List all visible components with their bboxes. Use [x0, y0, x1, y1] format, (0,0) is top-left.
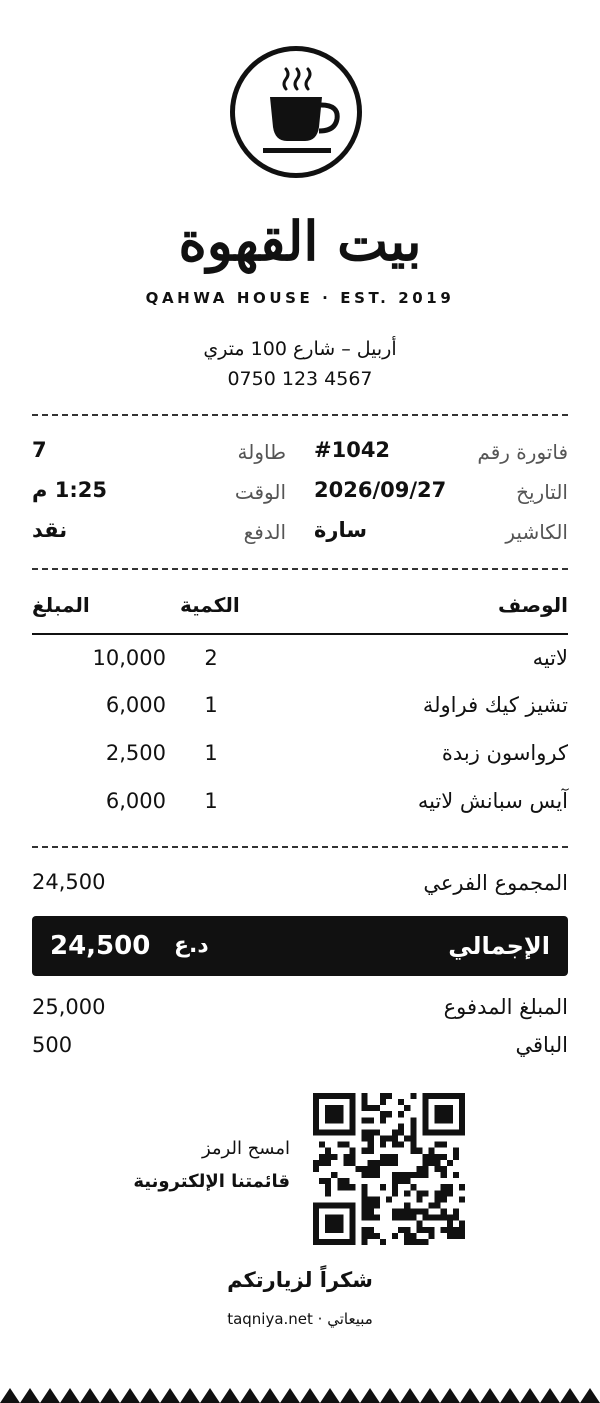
table-header-rule — [32, 633, 568, 635]
total-currency: د.ع — [174, 933, 209, 958]
divider — [32, 846, 568, 848]
item-qty: 1 — [204, 693, 218, 717]
time-value: 1:25 م — [32, 478, 107, 502]
item-amount: 6,000 — [105, 693, 166, 717]
item-qty: 1 — [204, 789, 218, 813]
invoice-label: فاتورة رقم — [477, 440, 568, 464]
qr-caption: امسح الرمز — [201, 1138, 290, 1159]
date-label: التاريخ — [516, 480, 568, 504]
subtotal-label: المجموع الفرعي — [423, 871, 568, 895]
torn-edge — [0, 1380, 600, 1403]
payment-label: الدفع — [243, 520, 286, 544]
table-row — [32, 786, 568, 816]
table-row — [32, 738, 568, 768]
item-amount: 6,000 — [105, 789, 166, 813]
item-name: لاتيه — [532, 646, 568, 670]
logo — [230, 46, 362, 178]
table-label: طاولة — [237, 440, 286, 464]
paid-value: 25,000 — [32, 995, 106, 1019]
cashier-label: الكاشير — [505, 520, 568, 544]
brand-name-english: QAHWA HOUSE · EST. 2019 — [145, 289, 455, 307]
header-description: الوصف — [497, 593, 568, 617]
subtotal-value: 24,500 — [32, 870, 106, 894]
total-value: 24,500 — [50, 931, 151, 961]
coffee-cup-icon — [235, 51, 357, 173]
item-qty: 1 — [204, 741, 218, 765]
total-bar — [32, 916, 568, 976]
header-amount: المبلغ — [32, 593, 90, 617]
change-value: 500 — [32, 1033, 73, 1057]
item-name: آيس سبانش لاتيه — [417, 789, 568, 813]
cashier-value: سارة — [314, 518, 368, 542]
footer-link[interactable]: taqniya.net · مبيعاتي — [227, 1310, 373, 1328]
item-name: تشيز كيك فراولة — [422, 693, 568, 717]
divider — [32, 568, 568, 570]
item-amount: 10,000 — [92, 646, 166, 670]
qr-menu-label: قائمتنا الإلكترونية — [133, 1171, 290, 1192]
total-label: الإجمالي — [448, 932, 550, 960]
qr-code-icon[interactable] — [313, 1093, 465, 1245]
payment-value: نقد — [32, 518, 68, 542]
phone: 0750 123 4567 — [227, 368, 373, 390]
change-label: الباقي — [515, 1033, 568, 1057]
table-value: 7 — [32, 438, 47, 462]
table-row — [32, 643, 568, 673]
item-name: كرواسون زبدة — [441, 741, 568, 765]
table-row — [32, 690, 568, 720]
invoice-value: #1042 — [314, 438, 391, 462]
brand-name-arabic: بيت القهوة — [178, 209, 422, 273]
header-quantity: الكمية — [180, 593, 240, 617]
date-value: 2026/09/27 — [314, 478, 447, 502]
item-qty: 2 — [204, 646, 218, 670]
paid-label: المبلغ المدفوع — [443, 995, 568, 1019]
time-label: الوقت — [234, 480, 286, 504]
thank-you-message: شكراً لزيارتكم — [227, 1268, 373, 1292]
item-amount: 2,500 — [105, 741, 166, 765]
divider — [32, 414, 568, 416]
address: أربيل – شارع 100 متري — [203, 338, 397, 360]
